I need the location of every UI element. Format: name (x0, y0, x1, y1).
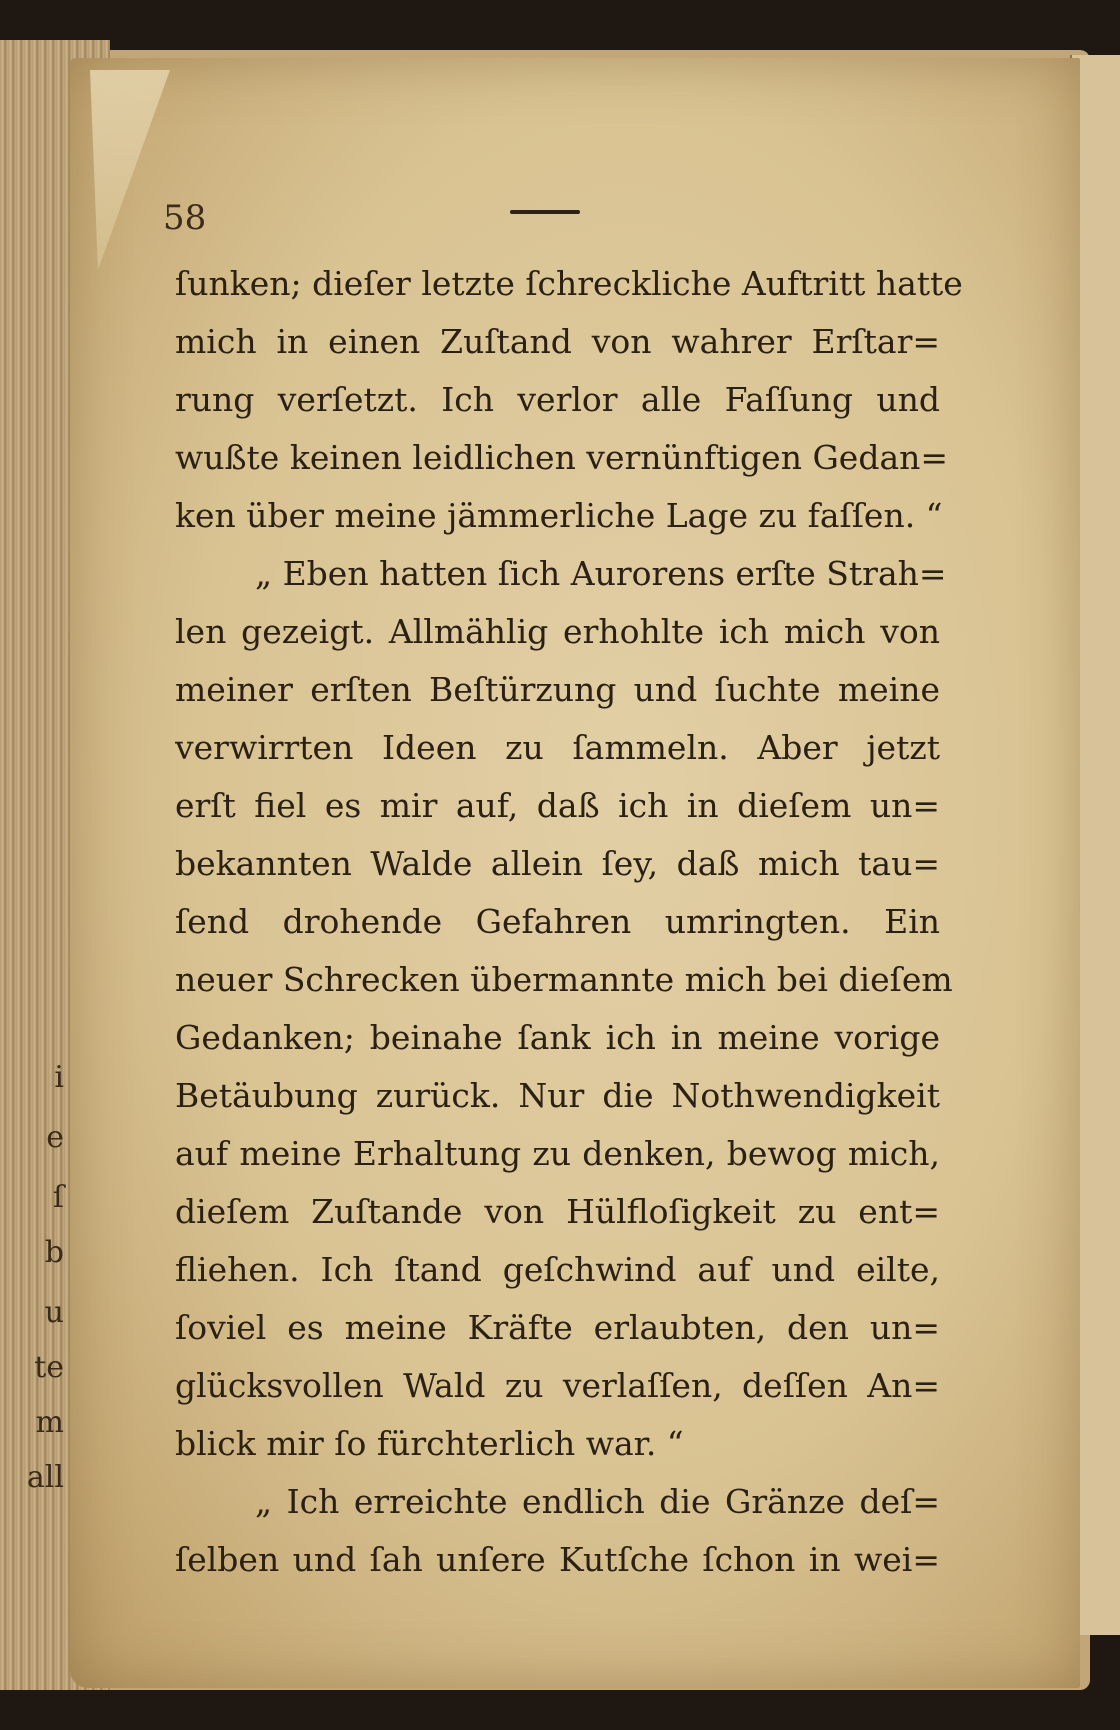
text-line: verwirrten Ideen zu ſammeln. Aber jetzt (175, 728, 940, 767)
text-line: neuer Schrecken übermannte mich bei dieſem (175, 960, 953, 999)
margin-fragment: b (44, 1235, 64, 1270)
text-line: auf meine Erhaltung zu denken, bewog mich, (175, 1134, 940, 1173)
text-line: erſt fiel es mir auf, daß ich in dieſem un= (175, 786, 940, 825)
text-line: fliehen. Ich ſtand geſchwind auf und eilte, (175, 1250, 940, 1289)
text-line: ſunken; dieſer letzte ſchreckliche Auftritt hatte (175, 264, 963, 303)
body-text (175, 255, 963, 1589)
text-line: wußte keinen leidlichen vernünftigen Gedan= (175, 438, 949, 477)
text-line: „ Ich erreichte endlich die Gränze deſ= (255, 1482, 940, 1521)
margin-fragment: te (34, 1350, 64, 1385)
margin-fragment: m (35, 1405, 64, 1440)
text-line: meiner erſten Beſtürzung und ſuchte meine (175, 670, 940, 709)
text-line: „ Eben hatten ſich Aurorens erſte Strah= (255, 554, 947, 593)
text-line: len gezeigt. Allmählig erhohlte ich mich von (175, 612, 940, 651)
text-line: Gedanken; beinahe ſank ich in meine vorige (175, 1018, 940, 1057)
margin-fragment: u (44, 1295, 64, 1330)
text-line: ſoviel es meine Kräfte erlaubten, den un= (175, 1308, 940, 1347)
margin-fragment: i (54, 1060, 64, 1095)
text-line: ken über meine jämmerliche Lage zu faſſen. “ (175, 496, 943, 535)
margin-fragment: ſ (52, 1180, 64, 1215)
margin-fragment: all (26, 1460, 64, 1495)
text-line: blick mir ſo fürchterlich war. “ (175, 1424, 684, 1463)
margin-fragment: e (46, 1120, 64, 1155)
text-line: bekannten Walde allein ſey, daß mich tau= (175, 844, 940, 883)
text-line: ſend drohende Gefahren umringten. Ein (175, 902, 940, 941)
page-number: 58 (163, 198, 207, 238)
text-line: rung verſetzt. Ich verlor alle Faſſung und (175, 380, 940, 419)
text-line: glücksvollen Wald zu verlaſſen, deſſen An= (175, 1366, 940, 1405)
text-line: ſelben und ſah unſere Kutſche ſchon in wei= (175, 1540, 940, 1579)
text-line: dieſem Zuſtande von Hülfloſigkeit zu ent= (175, 1192, 940, 1231)
header-rule (510, 210, 580, 214)
text-line: mich in einen Zuſtand von wahrer Erſtar= (175, 322, 940, 361)
text-line: Betäubung zurück. Nur die Nothwendigkeit (175, 1076, 940, 1115)
